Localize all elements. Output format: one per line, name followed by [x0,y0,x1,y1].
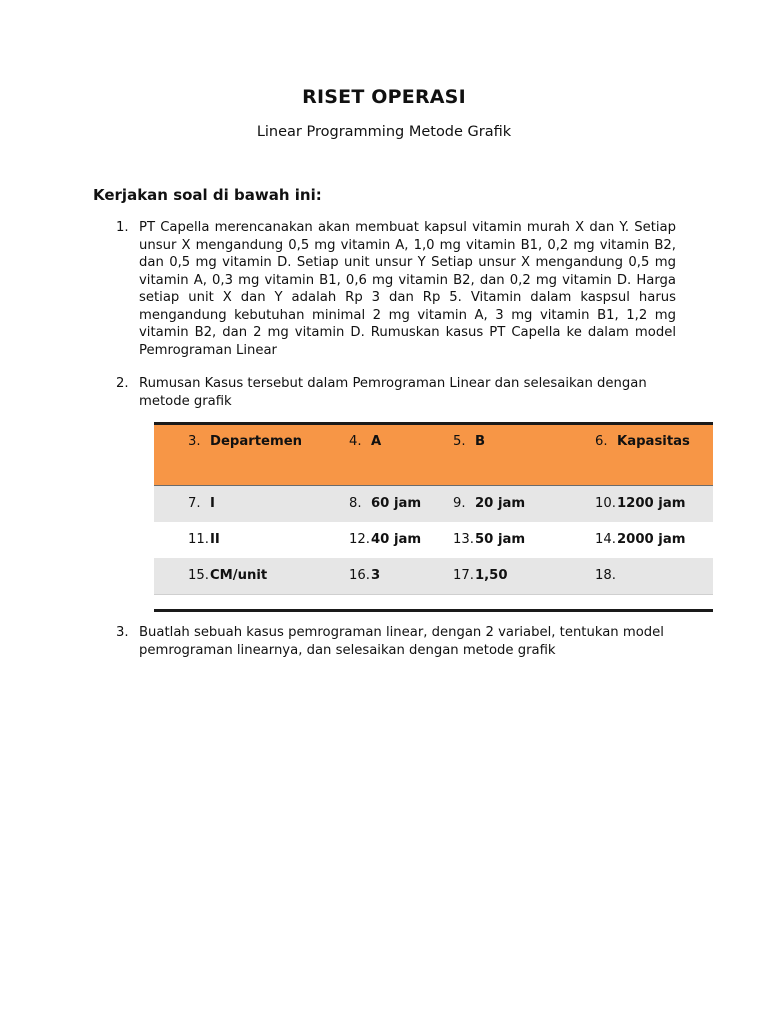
cell-label: 1,50 [475,568,508,583]
table-header-cell [433,425,562,485]
cell-number: 4. [349,434,362,449]
table-cell [433,486,562,522]
cell-label: Kapasitas [617,434,690,449]
table-cell [562,486,713,522]
question-item-3 [116,624,676,659]
cell-number: 8. [349,496,362,511]
document-subtitle: Linear Programming Metode Grafik [256,124,512,140]
question-text: Buatlah sebuah kasus pemrograman linear, dengan 2 variabel, tentukan model pemrograman linearnya, dan selesaikan dengan metode grafik [139,625,664,658]
cell-label: CM/unit [210,568,268,583]
cell-number: 15. [188,568,209,583]
table-cell [433,522,562,558]
table-row [154,558,713,595]
cell-label: 50 jam [475,532,526,547]
table-header-row [154,425,713,486]
table-header-cell [562,425,713,485]
cell-number: 14. [595,532,616,547]
table-cell [154,522,310,558]
question-item-2 [116,375,676,410]
cell-number: 3. [188,434,201,449]
question-item-1 [116,219,676,359]
cell-label: 60 jam [371,496,422,511]
table-header-cell [154,425,310,485]
table-cell [562,522,713,558]
cell-number: 6. [595,434,608,449]
cell-label: Departemen [210,434,303,449]
document-title: RISET OPERASI [302,86,466,108]
table-bottom-spacer [154,595,713,609]
cell-label: 3 [371,568,381,583]
table-cell [154,558,310,594]
question-number: 1. [116,220,129,235]
cell-number: 5. [453,434,466,449]
table-header-cell [310,425,433,485]
table-cell [433,558,562,594]
table-cell [310,522,433,558]
question-number: 2. [116,376,129,391]
cell-label: 20 jam [475,496,526,511]
cell-number: 7. [188,496,201,511]
cell-number: 18. [595,568,616,583]
question-text: Rumusan Kasus tersebut dalam Pemrograman Linear dan selesaikan dengan metode grafik [139,376,647,409]
table-cell [154,486,310,522]
cell-number: 12. [349,532,370,547]
cell-number: 9. [453,496,466,511]
cell-label: 40 jam [371,532,422,547]
cell-label: 2000 jam [617,532,686,547]
instruction-heading: Kerjakan soal di bawah ini: [93,186,322,204]
table-cell [310,558,433,594]
cell-label: B [475,434,486,449]
table-cell [310,486,433,522]
cell-number: 16. [349,568,370,583]
cell-number: 11. [188,532,209,547]
cell-number: 17. [453,568,474,583]
question-number: 3. [116,625,129,640]
cell-label: A [371,434,382,449]
cell-number: 10. [595,496,616,511]
table-row [154,522,713,558]
data-table [154,422,713,612]
question-text: PT Capella merencanakan akan membuat kapsul vitamin murah X dan Y. Setiap unsur X mengandung 0,5 mg vitamin A, 1,0 mg vitamin B1, 0,2 mg vitamin B2, dan 0,5 mg vitamin D. Setiap unit unsur Y Setiap unsur X mengandung 0,5 mg vitamin A, 0,3 mg vitamin B1, 0,6 mg vitamin B2, dan 0,2 mg vitamin D. Harga setiap unit X dan Y adalah Rp 3 dan Rp 5. Vitamin dalam kaspsul harus mengandung kebutuhan minimal 2 mg vitamin A, 3 mg vitamin B1, 1,2 mg vitamin B2, dan 2 mg vitamin D. Rumuskan kasus PT Capella ke dalam model Pemrograman Linear [139,220,676,358]
cell-number: 13. [453,532,474,547]
table-row [154,486,713,522]
cell-label: II [210,532,220,547]
cell-label: I [210,496,215,511]
cell-label: 1200 jam [617,496,686,511]
table-cell [562,558,713,594]
